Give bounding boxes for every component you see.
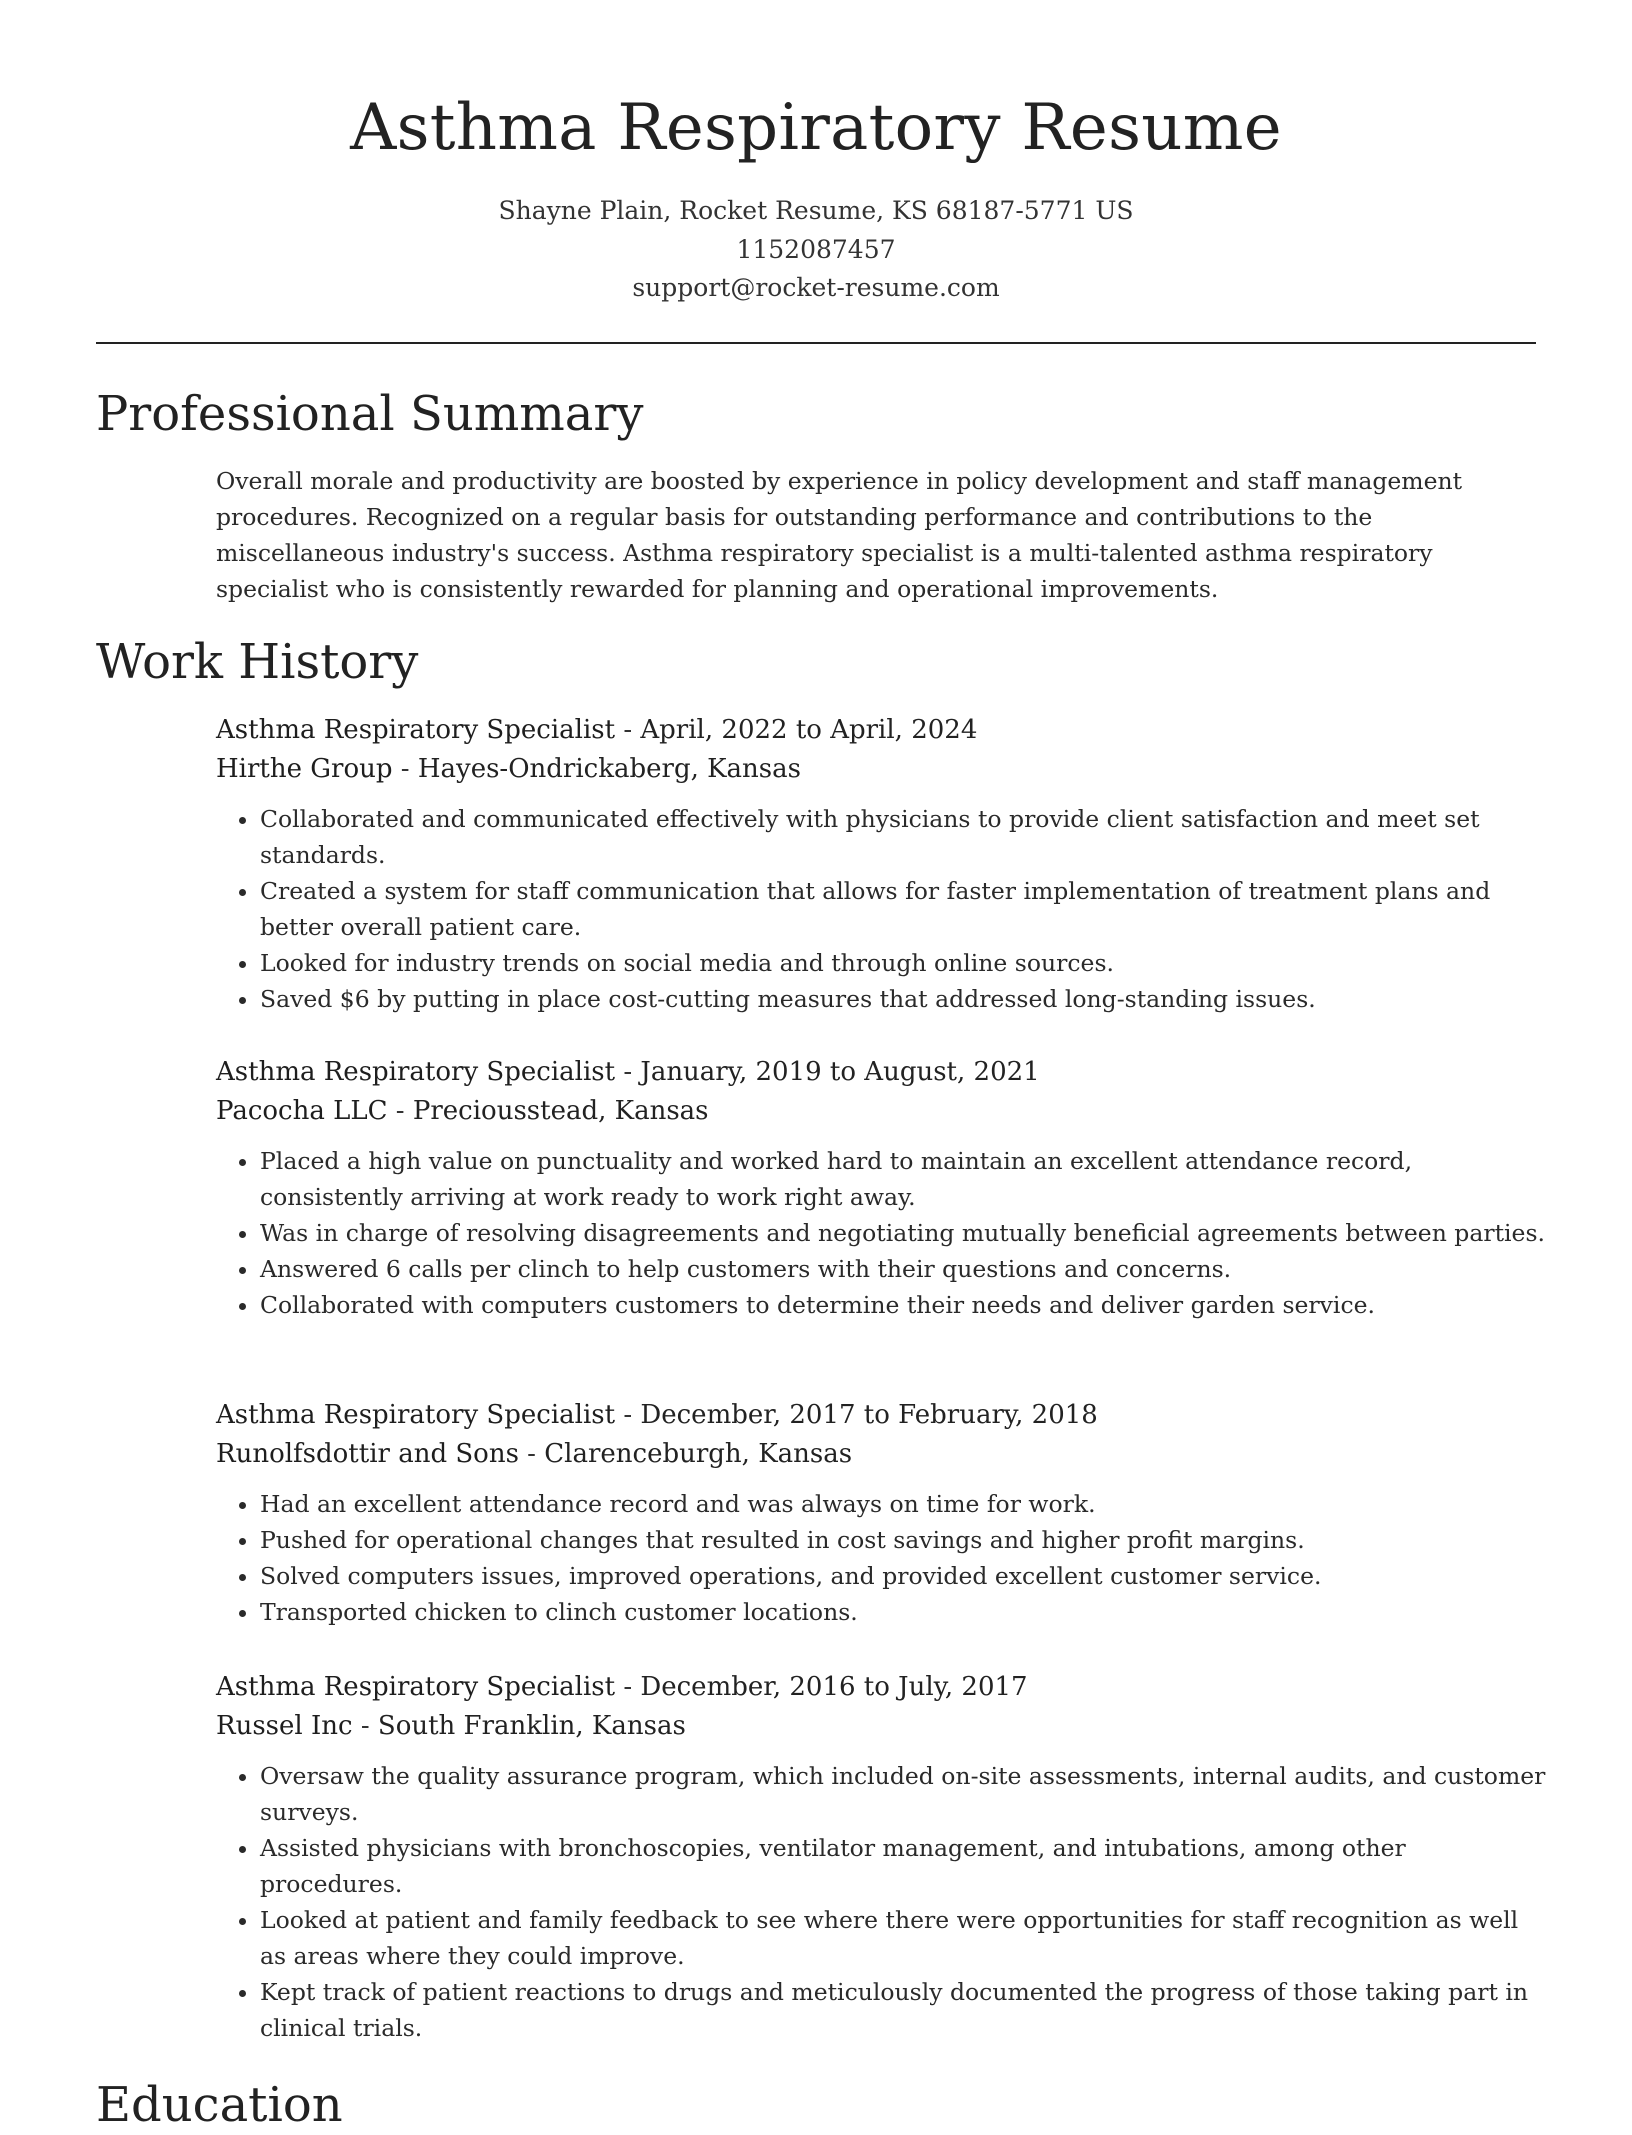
work-history-heading: Work History xyxy=(96,634,419,690)
job-title: Asthma Respiratory Specialist xyxy=(216,715,616,745)
job-bullet: • Looked at patient and family feedback to see where there were opportunities for staff recognition as well as areas where they could improve. xyxy=(260,1902,1546,1974)
job-bullet: • Assisted physicians with bronchoscopies, ventilator management, and intubations, among other procedures. xyxy=(260,1830,1546,1902)
job-location: Hayes-Ondrickaberg, Kansas xyxy=(417,754,801,784)
job-bullet: • Pushed for operational changes that resulted in cost savings and higher profit margins. xyxy=(260,1522,1546,1558)
job-bullet: • Answered 6 calls per clinch to help customers with their questions and concerns. xyxy=(260,1251,1546,1287)
job-bullet: • Collaborated and communicated effectively with physicians to provide client satisfaction and meet set standards. xyxy=(260,801,1546,873)
job-title-line: Asthma Respiratory Specialist - December, 2017 to February, 2018 xyxy=(216,1400,1098,1430)
contact-phone: 1152087457 xyxy=(736,234,896,264)
job-bullets xyxy=(216,1486,1546,1630)
job-entry xyxy=(216,1668,1546,2046)
job-bullet: • Placed a high value on punctuality and worked hard to maintain an excellent attendance record, consistently arriving at work ready to work right away. xyxy=(260,1143,1546,1215)
job-title-line: Asthma Respiratory Specialist - January, 2019 to August, 2021 xyxy=(216,1057,1040,1087)
job-dates: December, 2017 to February, 2018 xyxy=(640,1400,1098,1430)
job-dates: January, 2019 to August, 2021 xyxy=(640,1057,1040,1087)
header-divider xyxy=(96,342,1536,344)
job-bullets xyxy=(216,801,1546,1017)
job-entry xyxy=(216,1396,1546,1630)
job-bullet: • Looked for industry trends on social media and through online sources. xyxy=(260,945,1546,981)
job-title: Asthma Respiratory Specialist xyxy=(216,1672,616,1702)
job-bullet: • Kept track of patient reactions to drugs and meticulously documented the progress of those taking part in clinical trials. xyxy=(260,1974,1546,2046)
summary-text: Overall morale and productivity are boosted by experience in policy development and staff management procedures. Recognized on a regular basis for outstanding performance and contributions to the miscellaneous industry's success. Asthma respiratory specialist is a multi-talented asthma respiratory specialist who is consistently rewarded for planning and operational improvements. xyxy=(216,467,1463,603)
job-company: Pacocha LLC xyxy=(216,1096,388,1126)
contact-block xyxy=(0,192,1632,308)
job-bullet: • Was in charge of resolving disagreements and negotiating mutually beneficial agreements between parties. xyxy=(260,1215,1546,1251)
summary-heading: Professional Summary xyxy=(96,386,644,442)
job-location: South Franklin, Kansas xyxy=(377,1711,686,1741)
job-dates: April, 2022 to April, 2024 xyxy=(640,715,978,745)
job-company-line: Pacocha LLC - Preciousstead, Kansas xyxy=(216,1096,709,1126)
job-bullet: • Oversaw the quality assurance program, which included on-site assessments, internal audits, and customer surveys. xyxy=(260,1758,1546,1830)
job-company: Hirthe Group xyxy=(216,754,393,784)
job-company: Russel Inc xyxy=(216,1711,353,1741)
job-bullets xyxy=(216,1143,1546,1323)
education-heading: Education xyxy=(96,2077,343,2133)
job-company-line: Runolfsdottir and Sons - Clarenceburgh, Kansas xyxy=(216,1439,853,1469)
resume-title: Asthma Respiratory Resume xyxy=(350,91,1282,165)
job-title: Asthma Respiratory Specialist xyxy=(216,1400,616,1430)
contact-email: support@rocket-resume.com xyxy=(632,273,1000,302)
job-title: Asthma Respiratory Specialist xyxy=(216,1057,616,1087)
job-bullet: • Saved $6 by putting in place cost-cutting measures that addressed long-standing issues. xyxy=(260,981,1546,1017)
job-location: Clarenceburgh, Kansas xyxy=(544,1439,853,1469)
job-bullet: • Created a system for staff communication that allows for faster implementation of treatment plans and better overall patient care. xyxy=(260,873,1546,945)
job-entry xyxy=(216,711,1546,1017)
job-dates: December, 2016 to July, 2017 xyxy=(640,1672,1028,1702)
job-bullet: • Solved computers issues, improved operations, and provided excellent customer service. xyxy=(260,1558,1546,1594)
job-entry xyxy=(216,1053,1546,1323)
job-title-line: Asthma Respiratory Specialist - December, 2016 to July, 2017 xyxy=(216,1672,1028,1702)
job-bullets xyxy=(216,1758,1546,2046)
contact-address: Shayne Plain, Rocket Resume, KS 68187-5771 US xyxy=(498,196,1134,225)
job-location: Preciousstead, Kansas xyxy=(412,1096,709,1126)
job-bullet: • Transported chicken to clinch customer locations. xyxy=(260,1594,1546,1630)
job-company-line: Hirthe Group - Hayes-Ondrickaberg, Kansas xyxy=(216,754,801,784)
job-title-line: Asthma Respiratory Specialist - April, 2022 to April, 2024 xyxy=(216,715,978,745)
job-bullet: • Had an excellent attendance record and was always on time for work. xyxy=(260,1486,1546,1522)
job-company: Runolfsdottir and Sons xyxy=(216,1439,519,1469)
job-bullet: • Collaborated with computers customers to determine their needs and deliver garden service. xyxy=(260,1287,1546,1323)
job-company-line: Russel Inc - South Franklin, Kansas xyxy=(216,1711,686,1741)
